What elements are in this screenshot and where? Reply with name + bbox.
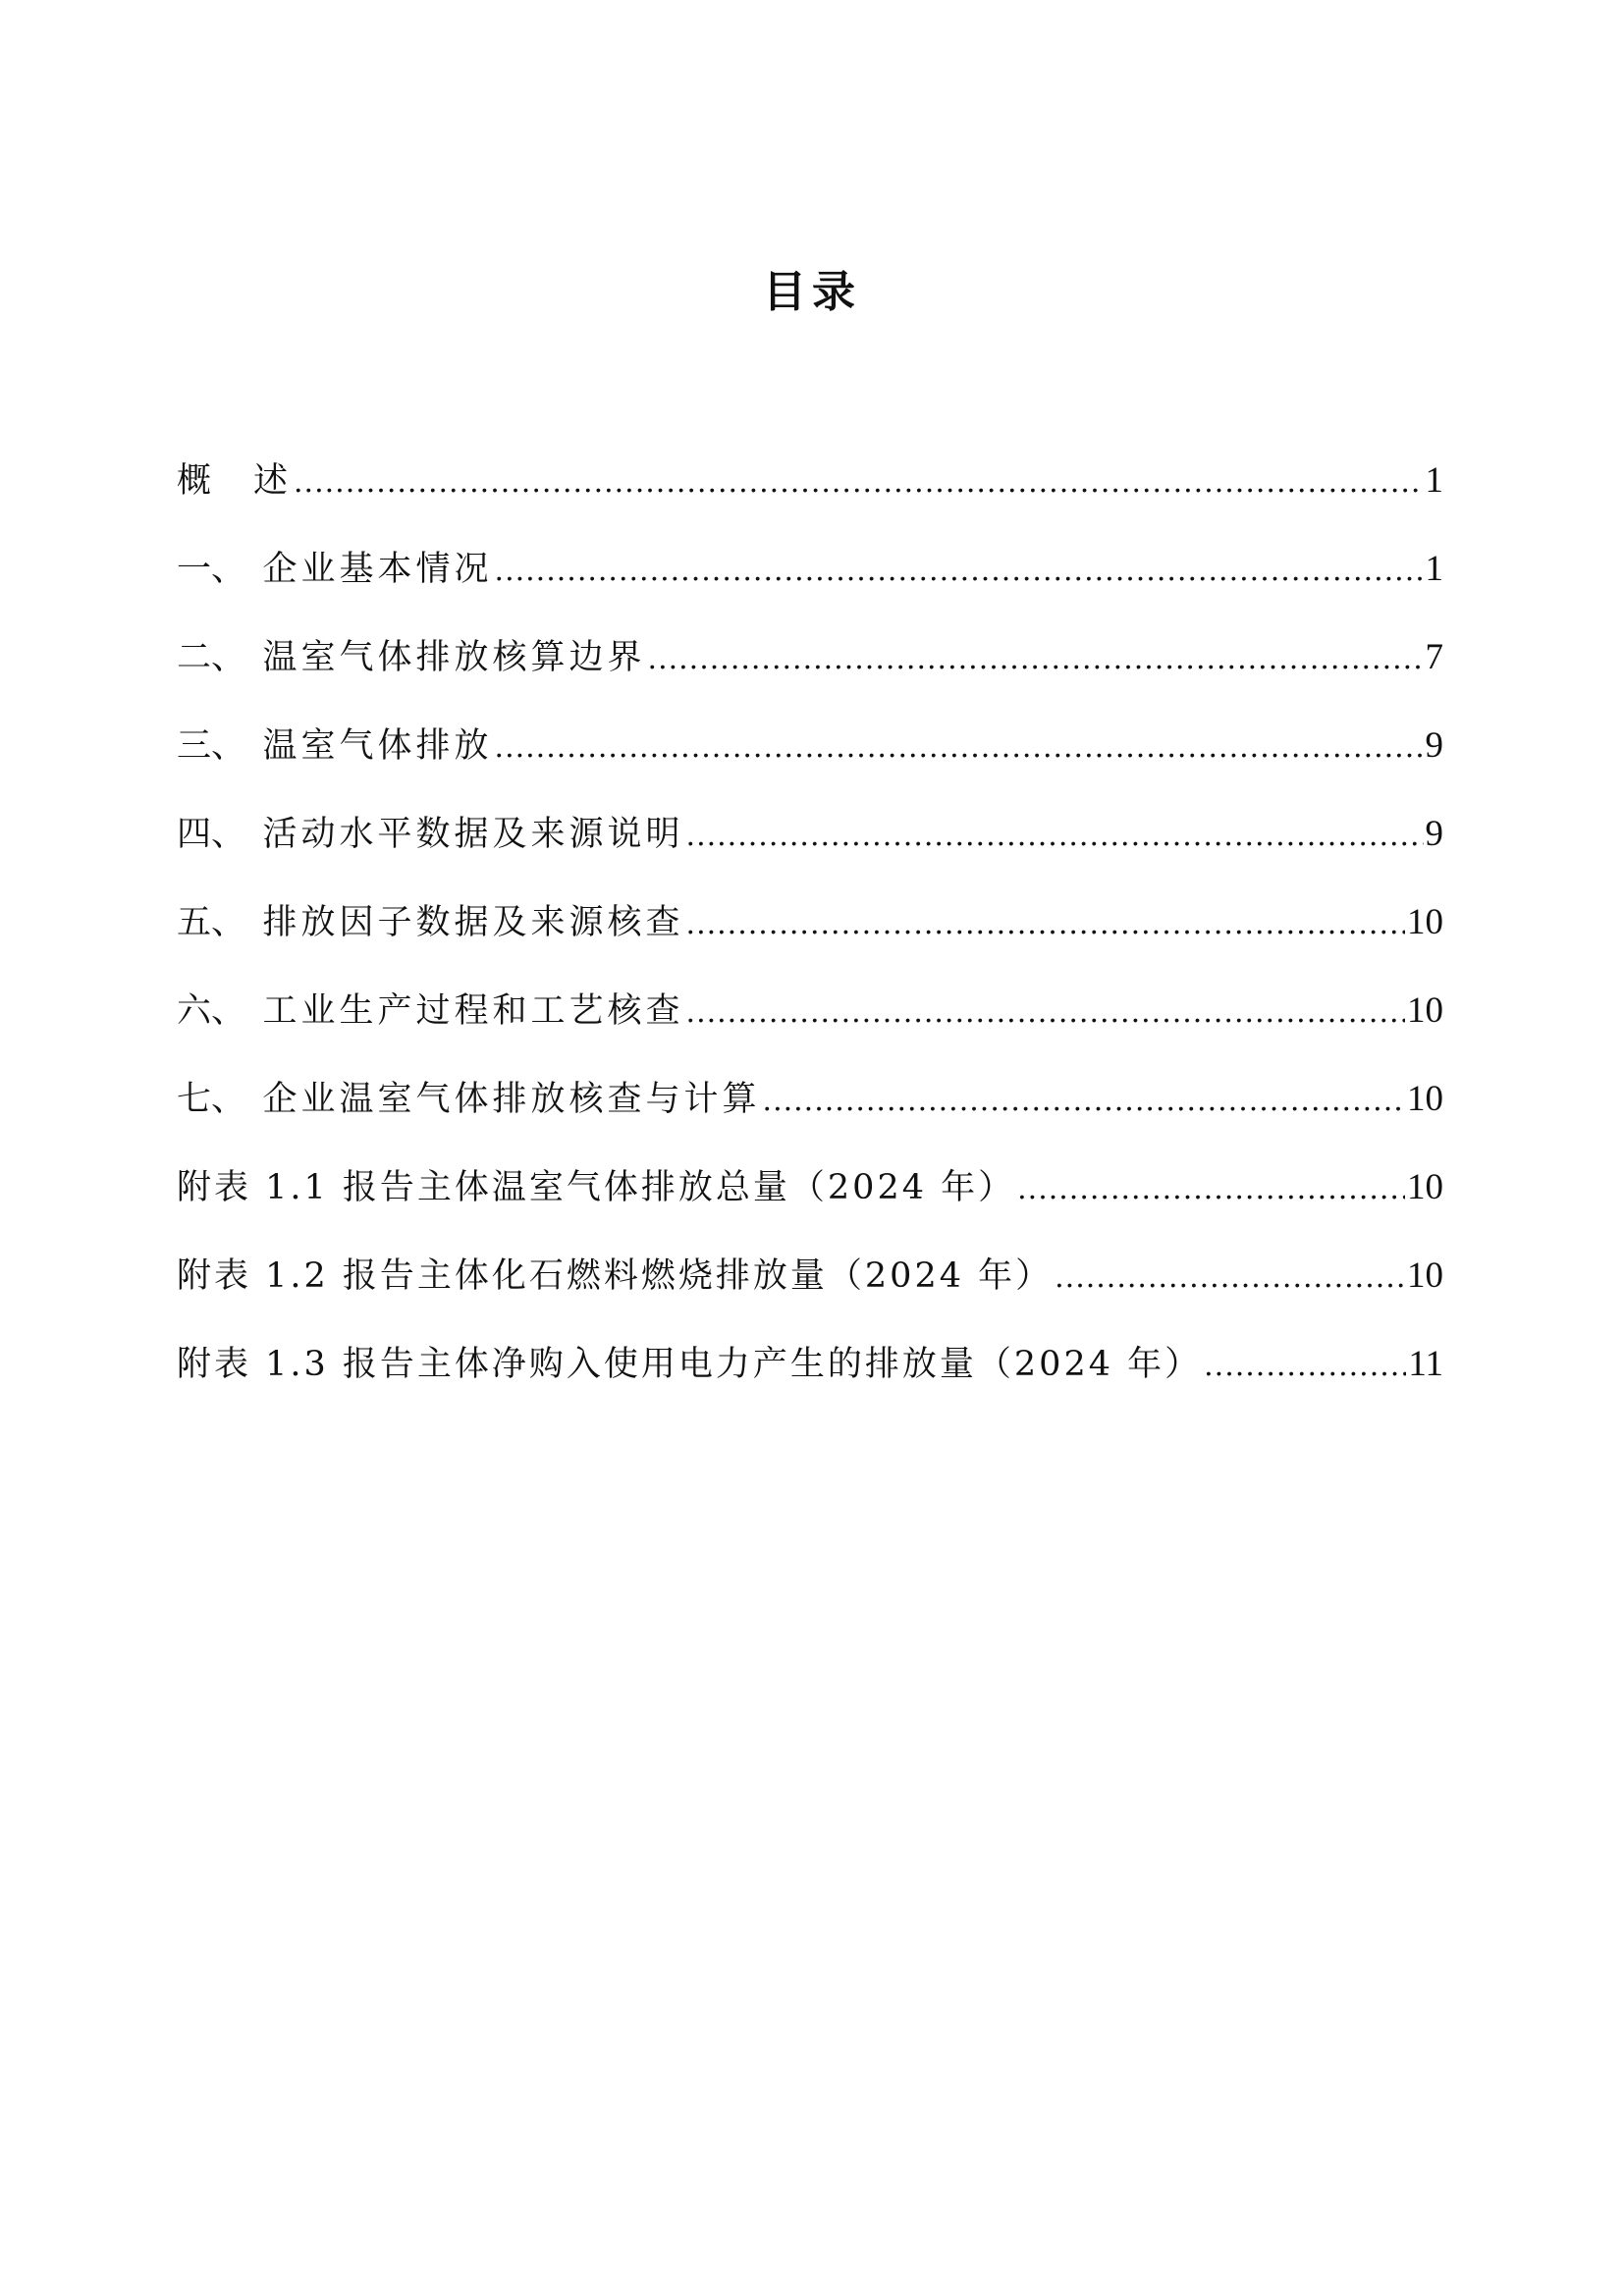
toc-entry-label: 概 述 — [177, 461, 293, 501]
toc-entry-label: 活动水平数据及来源说明 — [262, 815, 684, 854]
toc-entry-page: 11 — [1408, 1344, 1443, 1384]
toc-leader-dots — [1017, 1160, 1405, 1219]
toc-entry-label: 温室气体排放核算边界 — [262, 638, 646, 677]
toc-entry-page: 1 — [1425, 549, 1443, 589]
toc-entry-page: 10 — [1407, 1255, 1443, 1296]
toc-entry-1[interactable] — [177, 540, 1443, 628]
toc-entry-page: 10 — [1407, 902, 1443, 942]
toc-entry-7[interactable] — [177, 1070, 1443, 1158]
toc-entry-appendix-1-3[interactable] — [177, 1335, 1443, 1423]
toc-leader-dots — [1055, 1249, 1405, 1308]
page-title: 目录 — [763, 267, 861, 317]
toc-entry-number: 四、 — [177, 815, 263, 854]
toc-entry-number: 七、 — [177, 1080, 263, 1119]
toc-entry-number: 五、 — [177, 903, 263, 942]
toc-leader-dots — [686, 984, 1405, 1042]
toc-entry-label: 企业温室气体排放核查与计算 — [262, 1080, 761, 1119]
toc-entry-2[interactable] — [177, 628, 1443, 717]
toc-entry-label: 附表 1.1 报告主体温室气体排放总量（2024 年） — [177, 1168, 1016, 1207]
toc-entry-page: 9 — [1425, 814, 1443, 854]
toc-entry-number: 二、 — [177, 638, 263, 677]
toc-entry-number: 六、 — [177, 991, 263, 1031]
toc-entry-page: 9 — [1425, 725, 1443, 766]
toc-entry-label: 排放因子数据及来源核查 — [262, 903, 684, 942]
toc-entry-label: 温室气体排放 — [262, 726, 493, 766]
toc-entry-number: 一、 — [177, 550, 263, 589]
toc-entry-page: 10 — [1407, 1079, 1443, 1119]
toc-entry-appendix-1-1[interactable] — [177, 1158, 1443, 1247]
toc-entry-page: 10 — [1407, 990, 1443, 1031]
toc-entry-page: 7 — [1425, 637, 1443, 677]
toc-entry-4[interactable] — [177, 805, 1443, 893]
toc-entry-3[interactable] — [177, 717, 1443, 805]
toc-entry-label: 工业生产过程和工艺核查 — [262, 991, 684, 1031]
toc-entry-page: 10 — [1407, 1167, 1443, 1207]
toc-entry-appendix-1-2[interactable] — [177, 1247, 1443, 1335]
toc-leader-dots — [763, 1072, 1405, 1131]
toc-entry-label: 附表 1.3 报告主体净购入使用电力产生的排放量（2024 年） — [177, 1345, 1203, 1384]
table-of-contents — [177, 452, 1443, 1423]
toc-leader-dots — [294, 454, 1423, 512]
toc-leader-dots — [686, 807, 1424, 866]
toc-entry-page: 1 — [1425, 460, 1443, 501]
toc-leader-dots — [495, 719, 1424, 777]
toc-entry-5[interactable] — [177, 893, 1443, 982]
toc-entry-6[interactable] — [177, 982, 1443, 1070]
toc-entry-label: 企业基本情况 — [262, 550, 493, 589]
toc-leader-dots — [686, 895, 1405, 954]
toc-leader-dots — [1204, 1337, 1406, 1396]
toc-entry-overview[interactable] — [177, 452, 1443, 540]
toc-leader-dots — [495, 542, 1424, 601]
toc-entry-label: 附表 1.2 报告主体化石燃料燃烧排放量（2024 年） — [177, 1256, 1054, 1296]
toc-entry-number: 三、 — [177, 726, 263, 766]
toc-leader-dots — [648, 630, 1424, 689]
